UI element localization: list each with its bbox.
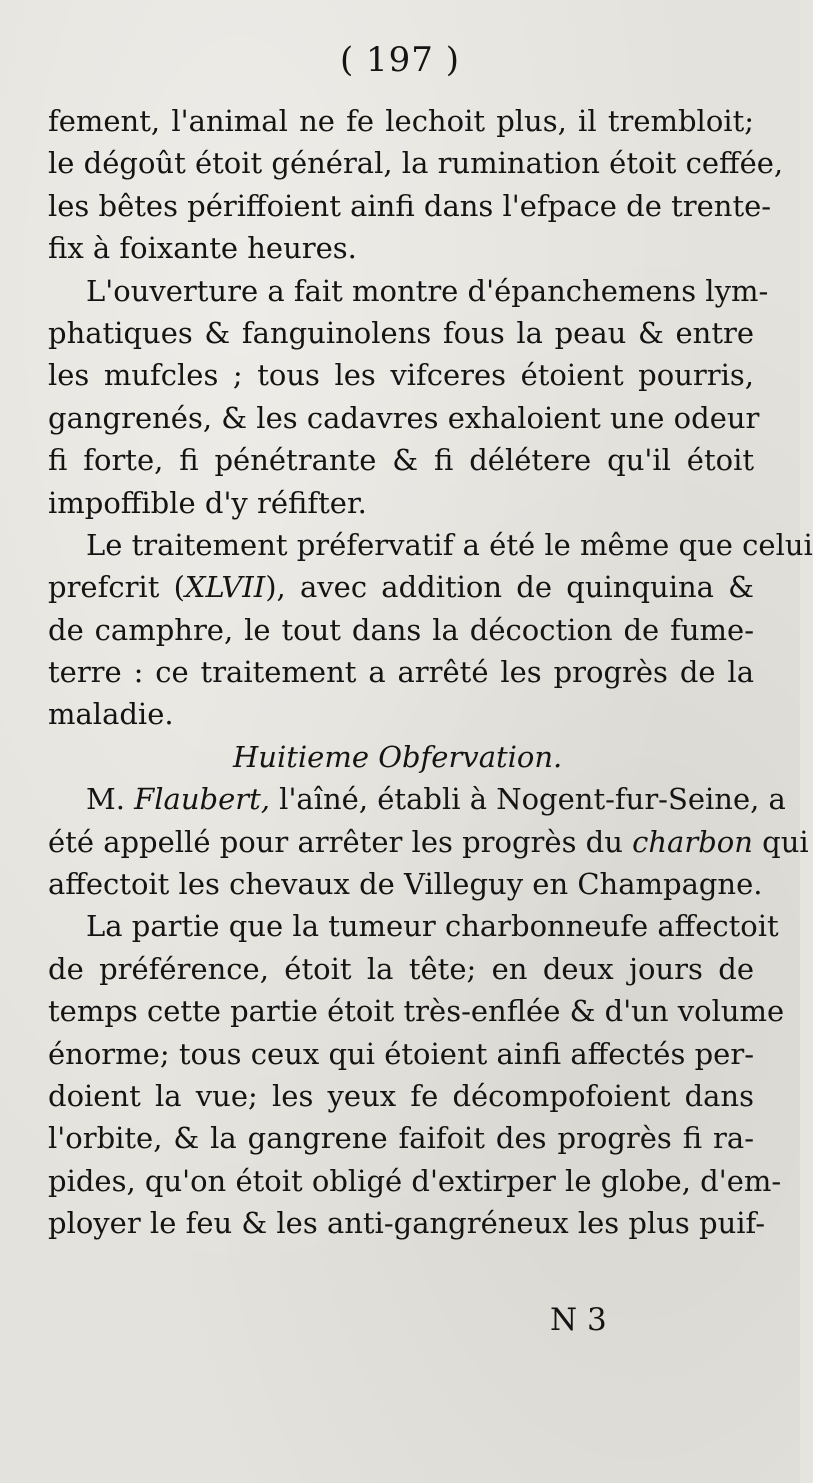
body-text	[48, 100, 813, 1245]
text-line: le dégoût étoit général, la rumination étoit ceffée,	[48, 146, 784, 181]
text-segment: ), avec addition de quinquina &	[265, 570, 754, 605]
text-line: L'ouverture a fait montre d'épanchemens lym-	[86, 273, 769, 308]
text-segment: M.	[86, 782, 135, 817]
text-line	[48, 566, 754, 608]
italic-segment: charbon	[632, 824, 753, 859]
text-segment: prefcrit (	[48, 570, 185, 605]
text-line: temps cette partie étoit très-enflée & d'un volume	[48, 994, 785, 1029]
section-heading: Huitieme Obfervation.	[233, 739, 563, 774]
text-line: fix à foixante heures.	[48, 231, 357, 266]
text-line: de préférence, étoit la tête; en deux jours de	[48, 951, 754, 986]
text-line: les mufcles ; tous les vifceres étoient pourris,	[48, 358, 754, 393]
text-line: La partie que la tumeur charbonneufe affectoit	[86, 909, 779, 944]
text-segment: qui	[752, 824, 809, 859]
text-line: fement, l'animal ne fe lechoit plus, il trembloit;	[48, 104, 754, 138]
text-line: de camphre, le tout dans la décoction de fume-	[48, 612, 754, 647]
text-segment: l'aîné, établi à Nogent-fur-Seine, a	[269, 782, 786, 817]
text-line: affectoit les chevaux de Villeguy en Champagne.	[48, 867, 763, 902]
text-line: l'orbite, & la gangrene faifoit des progrès fi ra-	[48, 1121, 754, 1156]
text-line: doient la vue; les yeux fe décompofoient dans	[48, 1078, 754, 1113]
text-line: phatiques & fanguinolens fous la peau & entre	[48, 315, 754, 350]
text-line: fi forte, fi pénétrante & fi délétere qu'il étoit	[48, 443, 754, 478]
italic-segment: XLVII	[184, 570, 266, 605]
signature-mark: N 3	[550, 1302, 607, 1338]
text-line: pides, qu'on étoit obligé d'extirper le globe, d'em-	[48, 1163, 782, 1198]
text-line: Le traitement préfervatif a été le même que celui	[86, 527, 813, 562]
text-line: gangrenés, & les cadavres exhaloient une odeur	[48, 400, 760, 435]
text-line: les bêtes périffoient ainfi dans l'efpace de trente-	[48, 188, 772, 223]
italic-segment: Flaubert,	[134, 782, 270, 817]
text-line: ployer le feu & les anti-gangréneux les plus puif-	[48, 1206, 766, 1241]
text-line: impoffible d'y réfifter.	[48, 485, 367, 520]
text-line: énorme; tous ceux qui étoient ainfi affectés per-	[48, 1036, 754, 1071]
text-line	[48, 778, 786, 820]
text-segment: été appellé pour arrêter les progrès du	[48, 824, 633, 859]
page-number: ( 197 )	[339, 40, 461, 80]
text-line: terre : ce traitement a arrêté les progrès de la	[48, 655, 754, 690]
text-line: maladie.	[48, 697, 174, 732]
text-line	[48, 821, 809, 863]
